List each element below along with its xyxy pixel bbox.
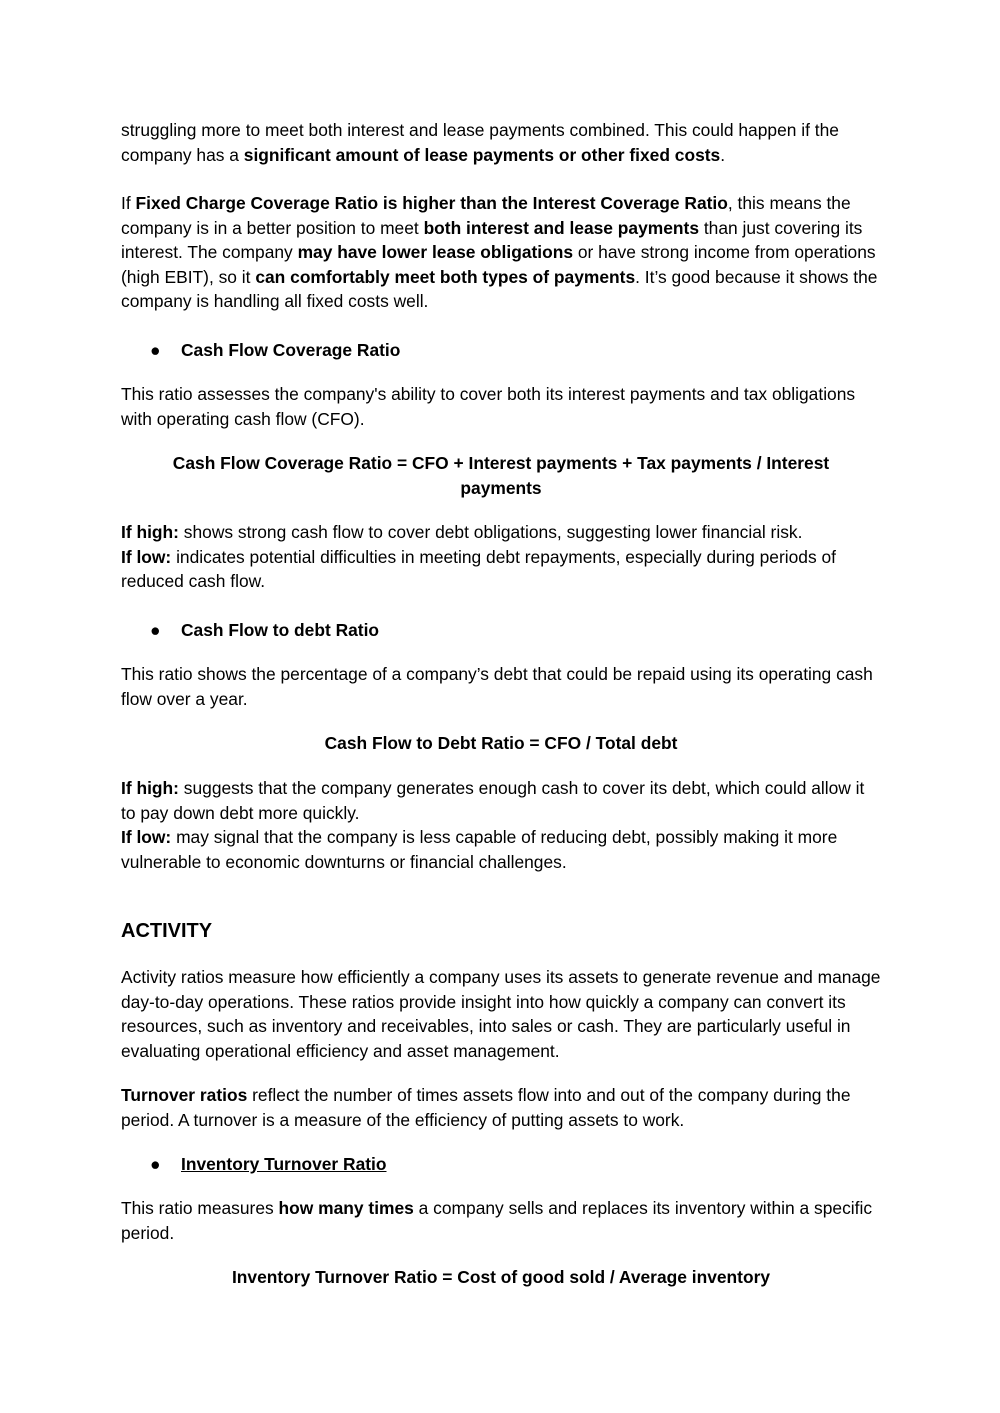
cfc-interpretation [121,520,881,594]
cfc-formula: Cash Flow Coverage Ratio = CFO + Interest payments + Tax payments / Interest payments [172,453,830,498]
activity-intro: Activity ratios measure how efficiently a company uses its assets to generate revenue and manage day-to-day operations. These ratios provide insight into how quickly a company can convert its resources, such as inventory and receivables, into sales or cash. They are particularly useful in evaluating operational efficiency and asset management. [121,967,881,1061]
bullet-icon: ● [150,620,161,640]
cfd-if-high: If high: suggests that the company generates enough cash to cover its debt, which could allow it to pay down debt more quickly. [121,778,865,823]
bullet-icon: ● [150,340,161,360]
cfd-description: This ratio shows the percentage of a company’s debt that could be repaid using its operating cash flow over a year. [121,664,873,709]
itr-formula: Inventory Turnover Ratio = Cost of good sold / Average inventory [231,1267,771,1287]
cfd-interpretation [121,776,881,874]
cfc-if-high: If high: shows strong cash flow to cover debt obligations, suggesting lower financial risk. [121,522,803,542]
bullet-inventory-turnover-ratio: ● Inventory Turnover Ratio [121,1152,941,1177]
bullet-cash-flow-coverage-ratio: ● Cash Flow Coverage Ratio [121,338,941,363]
turnover-ratios-paragraph: Turnover ratios reflect the number of times assets flow into and out of the company during the period. A turnover is a measure of the efficiency of putting assets to work. [121,1085,851,1130]
cfd-formula: Cash Flow to Debt Ratio = CFO / Total debt [324,733,678,753]
cfd-if-low: If low: may signal that the company is less capable of reducing debt, possibly making it more vulnerable to economic downturns or financial challenges. [121,827,838,872]
bullet-icon: ● [150,1154,161,1174]
paragraph-fixed-costs: struggling more to meet both interest and lease payments combined. This could happen if the company has a significant amount of lease payments or other fixed costs. [121,120,839,165]
itr-description: This ratio measures how many times a company sells and replaces its inventory within a specific period. [121,1198,873,1243]
cfc-description: This ratio assesses the company's ability to cover both its interest payments and tax obligations with operating cash flow (CFO). [121,384,856,429]
cfc-if-low: If low: indicates potential difficulties in meeting debt repayments, especially during periods of reduced cash flow. [121,546,837,592]
paragraph-fccr-comparison: If Fixed Charge Coverage Ratio is higher than the Interest Coverage Ratio, this means the company is in a better position to meet both interest and lease payments than just covering its interest. The company may have lower lease obligations or have strong income from operations (high EBIT), so it can comfortably meet both types of payments. It’s good because it shows the company is handling all fixed costs well. [121,193,878,312]
section-heading-activity: ACTIVITY [121,920,213,942]
bullet-cash-flow-to-debt-ratio: ● Cash Flow to debt Ratio [121,618,941,643]
